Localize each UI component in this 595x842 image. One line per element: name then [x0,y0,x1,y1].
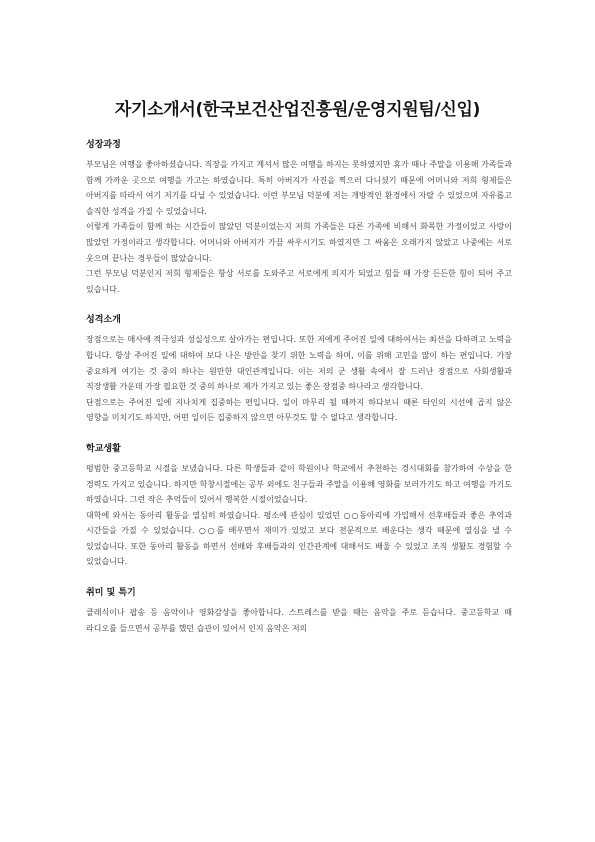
paragraph: 대학에 와서는 동아리 활동을 열심히 하였습니다. 평소에 관심이 있었던 ○○동아리에 가입해서 선후배들과 좋은 추억과 시간들을 가질 수 있었습니다. ○○를 배우면서 재미가 있었고 보다 전문적으로 배운다는 생각 때문에 열심을 낼 수 있었습니다. 또한 동아리 활동을 하면서 선배와 후배들과의 인간관계에 대해서도 배울 수 있었고 조직 생활도 경험할 수 있었습니다. [86,510,512,567]
section-hobbies [86,587,512,636]
section-heading: 학교생활 [86,443,121,454]
paragraph: 단점으로는 주어진 일에 지나치게 집중하는 편입니다. 일이 마무리 될 때까지 하다보니 때론 타인의 시선에 곱지 않은 영향을 미치기도 하지만, 어떤 일이든 집중하지 않으면 아무것도 할 수 없다고 생각합니다. [86,397,512,423]
section-heading: 성장과정 [86,140,121,150]
section-personality [86,314,512,426]
paragraph: 이렇게 가족들이 함께 하는 시간들이 많았던 덕분이었는지 저희 가족들은 다른 가족에 비해서 화목한 가정이었고 사랑이 많았던 가정이라고 생각합니다. 어머니와 아버지가 가끔 싸우시기도 하였지만 그 싸움은 오래가지 않았고 나중에는 서로 웃으며 끝나는 경우들이 많았습니다. [86,222,512,263]
section-school-life [86,443,512,570]
paragraph: 평범한 중고등학교 시절을 보냈습니다. 다른 학생들과 같이 학원이나 학교에서 추천하는 경시대회를 참가하여 수상을 한 경력도 가지고 있습니다. 하지만 학창시절에는 공부 외에도 친구들과 주말을 이용해 영화를 보러가기도 하고 여행을 가기도 하였습니다. 그런 작은 추억들이 있어서 행복한 시절이었습니다. [86,463,512,505]
paragraph: 그런 부모님 덕분인지 저희 형제들은 항상 서로를 도와주고 서로에게 의지가 되었고 힘들 때 가장 든든한 힘이 되어 주고 있습니다. [86,269,512,294]
document-body [86,139,512,653]
paragraph: 부모님은 여행을 좋아하셨습니다. 직장을 가지고 계셔서 많은 여행을 하지는 못하였지만 휴가 때나 주말을 이용해 가족들과 함께 가까운 곳으로 여행을 가고는 하였습니다. 특히 아버지가 사진을 찍으러 다니셨기 때문에 어머니와 저희 형제들은 아버지를 따라서 여기 저기를 다닐 수 있었습니다. 이런 부모님 덕분에 저는 개방적인 환경에서 자랄 수 있었으며 자유롭고 솔직한 성격을 가질 수 있었습니다. [86,160,512,216]
section-heading: 성격소개 [86,315,121,326]
document-title: 자기소개서(한국보건산업진흥원/운영지원팀/신입) [114,100,481,120]
paragraph: 장점으로는 매사에 적극성과 성실성으로 살아가는 편입니다. 또한 저에게 주어진 일에 대하여서는 최선을 다하려고 노력을 합니다. 항상 주어진 일에 대하여 보다 나은 방안을 찾기 위한 노력을 하며, 이를 위해 고민을 많이 하는 편입니다. 가장 중요하게 여기는 것 중의 하나는 원만한 대인관계입니다. 이는 저의 군 생활 속에서 잘 드러난 장점으로 사회생활과 직장생활 가운데 가장 필요한 것 중의 하나로 제가 가지고 있는 좋은 장점중 하나라고 생각합니다. [86,335,512,392]
section-growth [86,139,512,297]
paragraph: 클래식이나 팝송 등 음악이나 영화감상을 좋아합니다. 스트레스를 받을 때는 음악을 주로 듣습니다. 중고등학교 때 라디오를 들으면서 공부를 했던 습관이 있어서 인지 음악은 저의 [86,608,512,633]
section-heading: 취미 및 특기 [86,588,136,599]
